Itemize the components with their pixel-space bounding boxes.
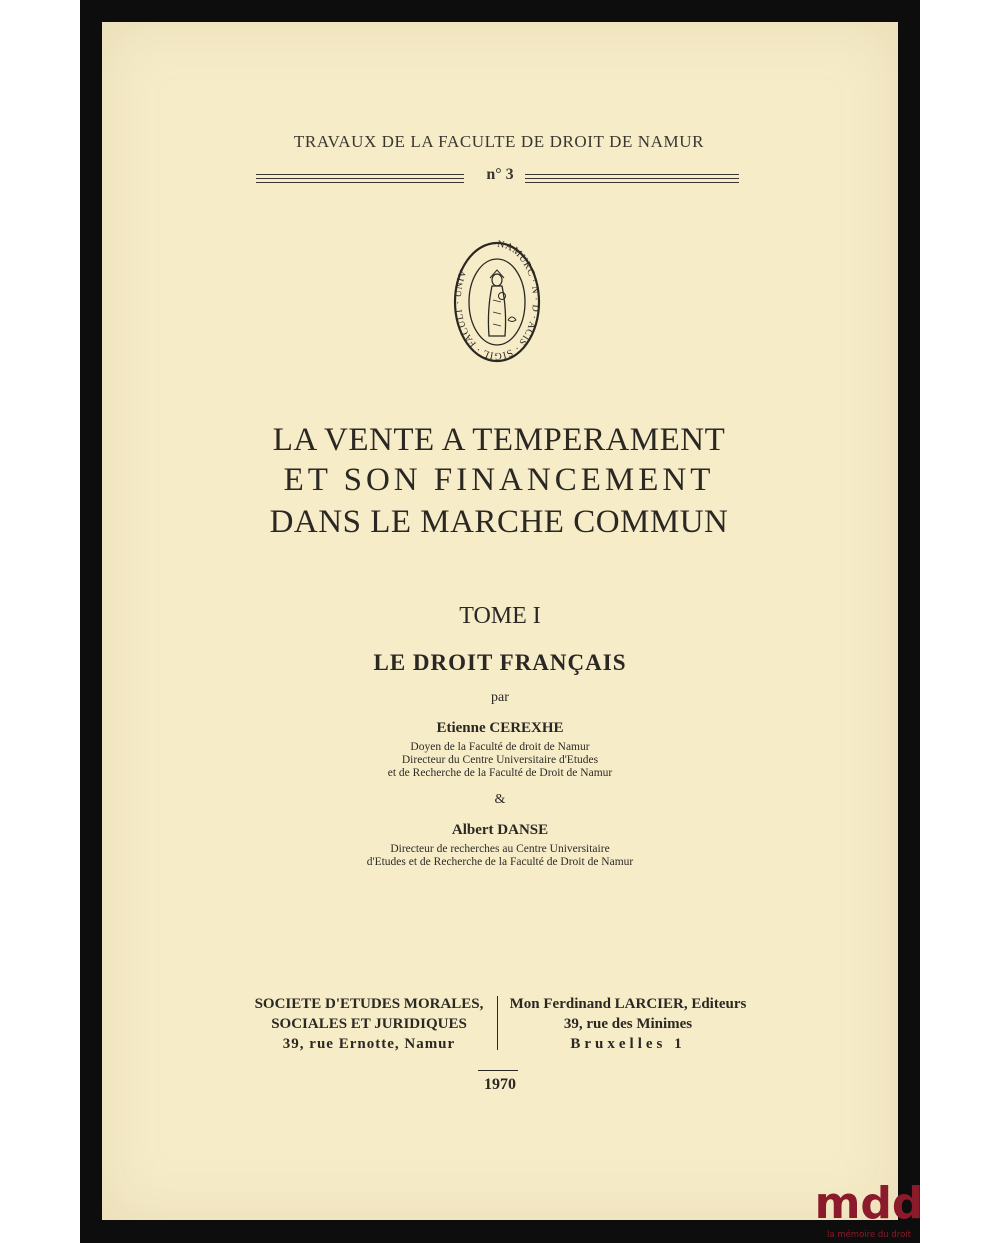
publisher-line: SOCIALES ET JURIDIQUES	[271, 1016, 467, 1032]
mdd-logo-icon	[818, 1172, 920, 1230]
publisher-line: Mon Ferdinand LARCIER, Editeurs	[509, 996, 747, 1012]
university-seal-icon	[452, 240, 542, 364]
publisher-line: SOCIETE D'ETUDES MORALES,	[254, 996, 484, 1012]
book-title-line-1: LA VENTE A TEMPERAMENT	[272, 422, 726, 458]
series-title: TRAVAUX DE LA FACULTE DE DROIT DE NAMUR	[293, 132, 705, 151]
book-title-line-3: DANS LE MARCHE COMMUN	[269, 504, 729, 540]
mdd-watermark-logo	[818, 1172, 920, 1243]
affiliation-line: Doyen de la Faculté de droit de Namur	[410, 741, 590, 753]
publisher-address: 39, rue Ernotte, Namur	[282, 1036, 456, 1052]
affiliation-line: d'Etudes et de Recherche de la Faculté de Droit de Namur	[366, 856, 634, 868]
author-name: Albert DANSE	[451, 822, 549, 838]
by-label: par	[491, 690, 509, 705]
author-affiliation	[300, 843, 700, 869]
year-rule	[478, 1070, 518, 1071]
svg-text:NAMURC · N · D · ACIS · SIGIL	[453, 240, 541, 361]
book-subtitle: LE DROIT FRANÇAIS	[373, 650, 627, 675]
series-number: n° 3	[486, 166, 514, 183]
affiliation-line: Directeur de recherches au Centre Universitaire	[390, 843, 610, 855]
publication-year: 1970	[484, 1076, 516, 1093]
seal-inscription: NAMURC · N · D · ACIS · SIGIL · FACULT · UNIV	[452, 240, 541, 362]
author-name: Etienne CEREXHE	[436, 720, 564, 736]
publisher-left	[244, 994, 494, 1054]
publisher-divider	[497, 996, 498, 1050]
volume-label: TOME I	[459, 603, 541, 629]
author-conjunction: &	[494, 792, 506, 807]
affiliation-line: Directeur du Centre Universitaire d'Etudes	[401, 754, 599, 766]
svg-text:mdd: mdd	[818, 1178, 920, 1229]
affiliation-line: et de Recherche de la Faculté de Droit de Namur	[387, 767, 613, 779]
watermark-tagline: la mémoire du droit	[827, 1230, 911, 1240]
publisher-right	[508, 994, 748, 1054]
publisher-city: Bruxelles 1	[570, 1036, 686, 1052]
publisher-address: 39, rue des Minimes	[563, 1016, 693, 1032]
book-title-line-2: ET SON FINANCEMENT	[283, 462, 715, 498]
author-affiliation	[330, 741, 670, 780]
